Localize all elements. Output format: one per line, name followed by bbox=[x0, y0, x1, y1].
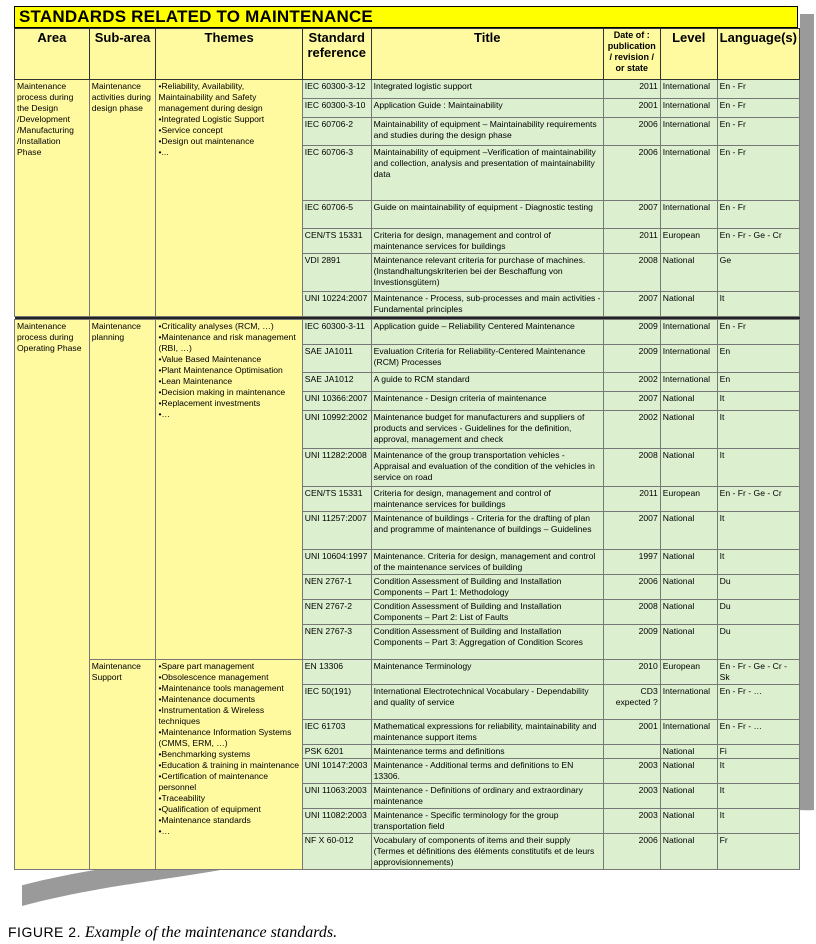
level-cell: European bbox=[660, 487, 717, 512]
level-cell: National bbox=[660, 392, 717, 411]
date-cell: 2001 bbox=[603, 720, 660, 745]
date-cell: 2009 bbox=[603, 625, 660, 660]
level-cell: National bbox=[660, 550, 717, 575]
level-cell: European bbox=[660, 660, 717, 685]
title-cell: Maintenance budget for manufacturers and suppliers of products and services - Guidelines for the definition, approval, management and check bbox=[371, 411, 603, 449]
theme-item: • Integrated Logistic Support bbox=[158, 114, 299, 125]
themes-cell bbox=[156, 320, 302, 660]
standard-reference-cell: UNI 10224:2007 bbox=[302, 292, 371, 317]
level-cell: International bbox=[660, 146, 717, 201]
title-cell: Application Guide : Maintainability bbox=[371, 99, 603, 118]
language-cell: It bbox=[717, 411, 799, 449]
table-row bbox=[15, 320, 800, 345]
standard-reference-cell: IEC 60706-5 bbox=[302, 201, 371, 229]
title-cell: A guide to RCM standard bbox=[371, 373, 603, 392]
date-cell: 2010 bbox=[603, 660, 660, 685]
themes-cell bbox=[156, 80, 302, 317]
title-cell: Maintenance - Definitions of ordinary and extraordinary maintenance bbox=[371, 784, 603, 809]
language-cell: It bbox=[717, 392, 799, 411]
theme-item: • Decision making in maintenance bbox=[158, 387, 299, 398]
language-cell: It bbox=[717, 809, 799, 834]
date-cell: 2007 bbox=[603, 512, 660, 550]
figure-caption bbox=[8, 924, 337, 942]
title-cell: Guide on maintainability of equipment - Diagnostic testing bbox=[371, 201, 603, 229]
subarea-cell: Maintenance Support bbox=[89, 660, 156, 870]
standard-reference-cell: VDI 2891 bbox=[302, 254, 371, 292]
title-cell: Application guide – Reliability Centered Maintenance bbox=[371, 320, 603, 345]
header-languages: Language(s) bbox=[717, 29, 799, 80]
standard-reference-cell: IEC 60300-3-11 bbox=[302, 320, 371, 345]
level-cell: International bbox=[660, 320, 717, 345]
date-cell: 2001 bbox=[603, 99, 660, 118]
theme-item: • ... bbox=[158, 147, 299, 158]
level-cell: National bbox=[660, 784, 717, 809]
title-cell: Maintainability of equipment –Verification of maintainability and collection, analysis and presentation of maintainability data bbox=[371, 146, 603, 201]
language-cell: Du bbox=[717, 625, 799, 660]
language-cell: It bbox=[717, 759, 799, 784]
standards-table bbox=[14, 28, 800, 870]
standard-reference-cell: IEC 50(191) bbox=[302, 685, 371, 720]
theme-item: • Benchmarking systems bbox=[158, 749, 299, 760]
level-cell: International bbox=[660, 373, 717, 392]
level-cell: International bbox=[660, 99, 717, 118]
language-cell: En - Fr - Ge - Cr bbox=[717, 487, 799, 512]
header-subarea: Sub-area bbox=[89, 29, 156, 80]
paper-page bbox=[12, 4, 800, 908]
date-cell: 2008 bbox=[603, 254, 660, 292]
date-cell: 2007 bbox=[603, 292, 660, 317]
standard-reference-cell: NEN 2767-2 bbox=[302, 600, 371, 625]
standard-reference-cell: UNI 10604:1997 bbox=[302, 550, 371, 575]
theme-item: • Criticality analyses (RCM, …) bbox=[158, 321, 299, 332]
standard-reference-cell: SAE JA1011 bbox=[302, 345, 371, 373]
standard-reference-cell: SAE JA1012 bbox=[302, 373, 371, 392]
title-cell: Maintenance - Additional terms and definitions to EN 13306. bbox=[371, 759, 603, 784]
standard-reference-cell: IEC 60706-3 bbox=[302, 146, 371, 201]
subarea-cell: Maintenance planning bbox=[89, 320, 156, 660]
title-cell: Condition Assessment of Building and Installation Components – Part 3: Aggregation of Condition Scores bbox=[371, 625, 603, 660]
table-row bbox=[15, 80, 800, 99]
level-cell: International bbox=[660, 80, 717, 99]
language-cell: En bbox=[717, 373, 799, 392]
level-cell: National bbox=[660, 625, 717, 660]
standard-reference-cell: CEN/TS 15331 bbox=[302, 229, 371, 254]
language-cell: It bbox=[717, 512, 799, 550]
title-cell: Maintenance of the group transportation vehicles - Appraisal and evaluation of the condition of the vehicles in service on road bbox=[371, 449, 603, 487]
level-cell: National bbox=[660, 600, 717, 625]
standard-reference-cell: IEC 60706-2 bbox=[302, 118, 371, 146]
level-cell: National bbox=[660, 575, 717, 600]
title-cell: Condition Assessment of Building and Installation Components – Part 2: List of Faults bbox=[371, 600, 603, 625]
theme-item: • Maintenance standards bbox=[158, 815, 299, 826]
date-cell: 2003 bbox=[603, 809, 660, 834]
language-cell: En - Fr bbox=[717, 118, 799, 146]
theme-item: • … bbox=[158, 826, 299, 837]
standard-reference-cell: PSK 6201 bbox=[302, 745, 371, 759]
table-row bbox=[15, 660, 800, 685]
language-cell: It bbox=[717, 550, 799, 575]
figure-caption-text: Example of the maintenance standards. bbox=[84, 924, 338, 941]
level-cell: International bbox=[660, 685, 717, 720]
header-area: Area bbox=[15, 29, 90, 80]
header-level: Level bbox=[660, 29, 717, 80]
theme-item: • Service concept bbox=[158, 125, 299, 136]
language-cell: En - Fr - … bbox=[717, 720, 799, 745]
date-cell: 2002 bbox=[603, 373, 660, 392]
title-cell: Maintenance - Specific terminology for the group transportation field bbox=[371, 809, 603, 834]
language-cell: En bbox=[717, 345, 799, 373]
standard-reference-cell: UNI 11063:2003 bbox=[302, 784, 371, 809]
date-cell: 2008 bbox=[603, 600, 660, 625]
language-cell: En - Fr bbox=[717, 201, 799, 229]
table-title: STANDARDS RELATED TO MAINTENANCE bbox=[14, 6, 798, 28]
theme-item: • Maintenance and risk management (RBI, …) bbox=[158, 332, 299, 354]
area-cell: Maintenance process during Operating Phase bbox=[15, 320, 90, 870]
language-cell: Du bbox=[717, 575, 799, 600]
language-cell: En - Fr bbox=[717, 320, 799, 345]
date-cell: 2008 bbox=[603, 449, 660, 487]
title-cell: Criteria for design, management and control of maintenance services for buildings bbox=[371, 229, 603, 254]
language-cell: It bbox=[717, 292, 799, 317]
title-cell: Maintenance. Criteria for design, management and control of the maintenance services of building bbox=[371, 550, 603, 575]
title-cell: Maintenance Terminology bbox=[371, 660, 603, 685]
date-cell: 2006 bbox=[603, 146, 660, 201]
language-cell: It bbox=[717, 449, 799, 487]
title-cell: Condition Assessment of Building and Installation Components – Part 1: Methodology bbox=[371, 575, 603, 600]
theme-item: • Value Based Maintenance bbox=[158, 354, 299, 365]
date-cell: 2009 bbox=[603, 320, 660, 345]
level-cell: National bbox=[660, 449, 717, 487]
theme-item: • Design out maintenance bbox=[158, 136, 299, 147]
standard-reference-cell: NF X 60-012 bbox=[302, 834, 371, 870]
date-cell: 2009 bbox=[603, 345, 660, 373]
language-cell: Ge bbox=[717, 254, 799, 292]
date-cell: 1997 bbox=[603, 550, 660, 575]
subarea-cell: Maintenance activities during design phase bbox=[89, 80, 156, 317]
standard-reference-cell: UNI 11082:2003 bbox=[302, 809, 371, 834]
title-cell: Maintainability of equipment – Maintainability requirements and studies during the design phase bbox=[371, 118, 603, 146]
language-cell: En - Fr bbox=[717, 80, 799, 99]
title-cell: Maintenance of buildings - Criteria for the drafting of plan and programme of maintenance of buildings – Guidelines bbox=[371, 512, 603, 550]
date-cell bbox=[603, 745, 660, 759]
table-body bbox=[15, 80, 800, 870]
level-cell: National bbox=[660, 834, 717, 870]
title-cell: Maintenance - Process, sub-processes and main activities - Fundamental principles bbox=[371, 292, 603, 317]
theme-item: • Replacement investments bbox=[158, 398, 299, 409]
level-cell: National bbox=[660, 292, 717, 317]
area-cell: Maintenance process during the Design /Development /Manufacturing /Installation Phase bbox=[15, 80, 90, 317]
level-cell: International bbox=[660, 118, 717, 146]
standard-reference-cell: EN 13306 bbox=[302, 660, 371, 685]
date-cell: 2006 bbox=[603, 118, 660, 146]
themes-list bbox=[158, 321, 299, 420]
theme-item: • Maintenance documents bbox=[158, 694, 299, 705]
themes-list bbox=[158, 81, 299, 158]
title-cell: Evaluation Criteria for Reliability-Centered Maintenance (RCM) Processes bbox=[371, 345, 603, 373]
level-cell: National bbox=[660, 254, 717, 292]
standard-reference-cell: UNI 10366:2007 bbox=[302, 392, 371, 411]
language-cell: En - Fr - Ge - Cr - Sk bbox=[717, 660, 799, 685]
date-cell: 2011 bbox=[603, 487, 660, 512]
date-cell: 2007 bbox=[603, 201, 660, 229]
theme-item: • Plant Maintenance Optimisation bbox=[158, 365, 299, 376]
date-cell: 2003 bbox=[603, 784, 660, 809]
date-cell: 2002 bbox=[603, 411, 660, 449]
standard-reference-cell: IEC 60300-3-12 bbox=[302, 80, 371, 99]
level-cell: National bbox=[660, 512, 717, 550]
level-cell: International bbox=[660, 201, 717, 229]
header-date: Date of : publication / revision / or state bbox=[603, 29, 660, 80]
standard-reference-cell: CEN/TS 15331 bbox=[302, 487, 371, 512]
language-cell: En - Fr bbox=[717, 146, 799, 201]
level-cell: International bbox=[660, 345, 717, 373]
standard-reference-cell: NEN 2767-3 bbox=[302, 625, 371, 660]
header-row bbox=[15, 29, 800, 80]
title-cell: Maintenance terms and definitions bbox=[371, 745, 603, 759]
figure-label: FIGURE 2. bbox=[8, 924, 81, 940]
themes-cell bbox=[156, 660, 302, 870]
date-cell: 2011 bbox=[603, 80, 660, 99]
level-cell: National bbox=[660, 759, 717, 784]
language-cell: En - Fr - Ge - Cr bbox=[717, 229, 799, 254]
theme-item: • … bbox=[158, 409, 299, 420]
title-cell: Vocabulary of components of items and their supply (Termes et définitions des éléments constitutifs et de leurs approvisionnements) bbox=[371, 834, 603, 870]
theme-item: • Reliability, Availability, Maintainability and Safety management during design bbox=[158, 81, 299, 114]
title-cell: International Electrotechnical Vocabulary - Dependability and quality of service bbox=[371, 685, 603, 720]
themes-list bbox=[158, 661, 299, 837]
title-cell: Mathematical expressions for reliability, maintainability and maintenance support items bbox=[371, 720, 603, 745]
date-cell: 2011 bbox=[603, 229, 660, 254]
level-cell: National bbox=[660, 411, 717, 449]
level-cell: National bbox=[660, 809, 717, 834]
header-themes: Themes bbox=[156, 29, 302, 80]
title-cell: Criteria for design, management and control of maintenance services for buildings bbox=[371, 487, 603, 512]
theme-item: • Traceability bbox=[158, 793, 299, 804]
header-standard-reference: Standard reference bbox=[302, 29, 371, 80]
theme-item: • Education & training in maintenance bbox=[158, 760, 299, 771]
standard-reference-cell: UNI 10147:2003 bbox=[302, 759, 371, 784]
theme-item: • Qualification of equipment bbox=[158, 804, 299, 815]
standard-reference-cell: NEN 2767-1 bbox=[302, 575, 371, 600]
level-cell: National bbox=[660, 745, 717, 759]
language-cell: En - Fr - … bbox=[717, 685, 799, 720]
language-cell: It bbox=[717, 784, 799, 809]
theme-item: • Obsolescence management bbox=[158, 672, 299, 683]
title-cell: Maintenance - Design criteria of maintenance bbox=[371, 392, 603, 411]
header-title: Title bbox=[371, 29, 603, 80]
date-cell: CD3 expected ? bbox=[603, 685, 660, 720]
theme-item: • Maintenance Information Systems (CMMS, ERM, …) bbox=[158, 727, 299, 749]
title-cell: Integrated logistic support bbox=[371, 80, 603, 99]
standard-reference-cell: UNI 11257:2007 bbox=[302, 512, 371, 550]
language-cell: Fr bbox=[717, 834, 799, 870]
title-cell: Maintenance relevant criteria for purchase of machines. (Instandhaltungskriterien bei der Beschaffung von Investionsgütern) bbox=[371, 254, 603, 292]
date-cell: 2006 bbox=[603, 834, 660, 870]
theme-item: • Instrumentation & Wireless techniques bbox=[158, 705, 299, 727]
standard-reference-cell: IEC 60300-3-10 bbox=[302, 99, 371, 118]
date-cell: 2007 bbox=[603, 392, 660, 411]
theme-item: • Maintenance tools management bbox=[158, 683, 299, 694]
theme-item: • Lean Maintenance bbox=[158, 376, 299, 387]
language-cell: Du bbox=[717, 600, 799, 625]
language-cell: En - Fr bbox=[717, 99, 799, 118]
standard-reference-cell: IEC 61703 bbox=[302, 720, 371, 745]
level-cell: International bbox=[660, 720, 717, 745]
date-cell: 2003 bbox=[603, 759, 660, 784]
theme-item: • Spare part management bbox=[158, 661, 299, 672]
language-cell: Fi bbox=[717, 745, 799, 759]
standard-reference-cell: UNI 11282:2008 bbox=[302, 449, 371, 487]
level-cell: European bbox=[660, 229, 717, 254]
date-cell: 2006 bbox=[603, 575, 660, 600]
theme-item: • Certification of maintenance personnel bbox=[158, 771, 299, 793]
standard-reference-cell: UNI 10992:2002 bbox=[302, 411, 371, 449]
